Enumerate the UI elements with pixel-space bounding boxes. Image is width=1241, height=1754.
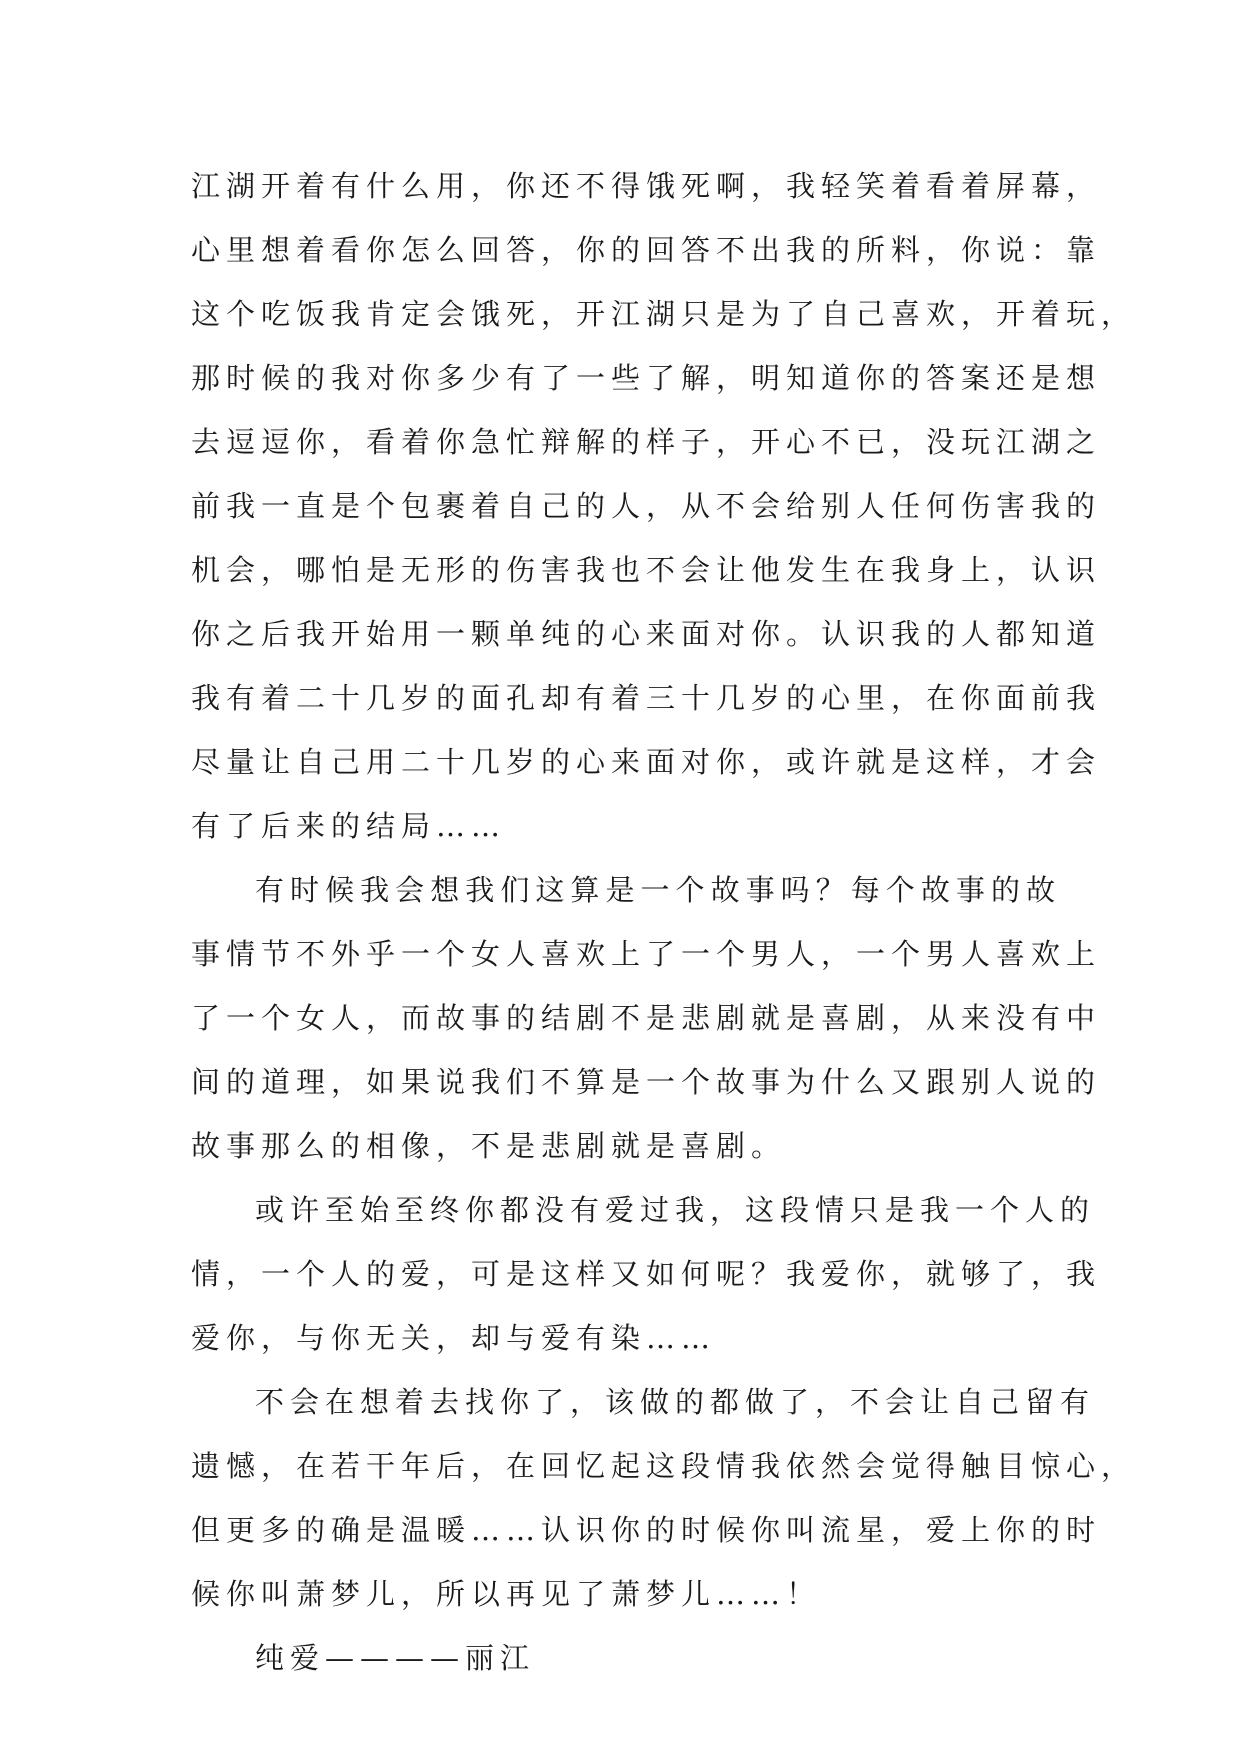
- signature-line: 纯爱————丽江: [255, 1641, 536, 1675]
- text-line: 去逗逗你，看着你急忙辩解的样子，开心不已，没玩江湖之: [191, 425, 1102, 459]
- text-line: 江湖开着有什么用，你还不得饿死啊，我轻笑着看着屏幕，: [191, 169, 1102, 203]
- text-line: 那时候的我对你多少有了一些了解，明知道你的答案还是想: [191, 361, 1102, 395]
- text-line: 间的道理，如果说我们不算是一个故事为什么又跟别人说的: [191, 1065, 1102, 1099]
- text-line: 爱你，与你无关，却与爱有染……: [191, 1321, 717, 1355]
- text-line: 了一个女人，而故事的结剧不是悲剧就是喜剧，从来没有中: [191, 1001, 1102, 1035]
- text-line: 尽量让自己用二十几岁的心来面对你，或许就是这样，才会: [191, 745, 1102, 779]
- text-line: 有时候我会想我们这算是一个故事吗？每个故事的故: [255, 873, 1061, 907]
- text-line: 故事那么的相像，不是悲剧就是喜剧。: [191, 1129, 787, 1163]
- text-line: 这个吃饭我肯定会饿死，开江湖只是为了自己喜欢，开着玩，: [191, 297, 1137, 331]
- text-line: 遗憾，在若干年后，在回忆起这段情我依然会觉得触目惊心，: [191, 1449, 1137, 1483]
- text-line: 但更多的确是温暖……认识你的时候你叫流星，爱上你的时: [191, 1513, 1102, 1547]
- text-line: 候你叫萧梦儿，所以再见了萧梦儿……！: [191, 1577, 822, 1611]
- body-text: [191, 154, 1137, 1690]
- text-line: 我有着二十几岁的面孔却有着三十几岁的心里，在你面前我: [191, 681, 1102, 715]
- text-line: 情，一个人的爱，可是这样又如何呢？我爱你，就够了，我: [191, 1257, 1102, 1291]
- text-line: 心里想着看你怎么回答，你的回答不出我的所料，你说：靠: [191, 233, 1102, 267]
- text-line: 或许至始至终你都没有爱过我，这段情只是我一个人的: [255, 1193, 1096, 1227]
- text-line: 事情节不外乎一个女人喜欢上了一个男人，一个男人喜欢上: [191, 937, 1102, 971]
- text-line: 不会在想着去找你了，该做的都做了，不会让自己留有: [255, 1385, 1096, 1419]
- text-line: 你之后我开始用一颗单纯的心来面对你。认识我的人都知道: [191, 617, 1102, 651]
- text-line: 有了后来的结局……: [191, 809, 507, 843]
- text-line: 机会，哪怕是无形的伤害我也不会让他发生在我身上，认识: [191, 553, 1102, 587]
- text-line: 前我一直是个包裹着自己的人，从不会给别人任何伤害我的: [191, 489, 1102, 523]
